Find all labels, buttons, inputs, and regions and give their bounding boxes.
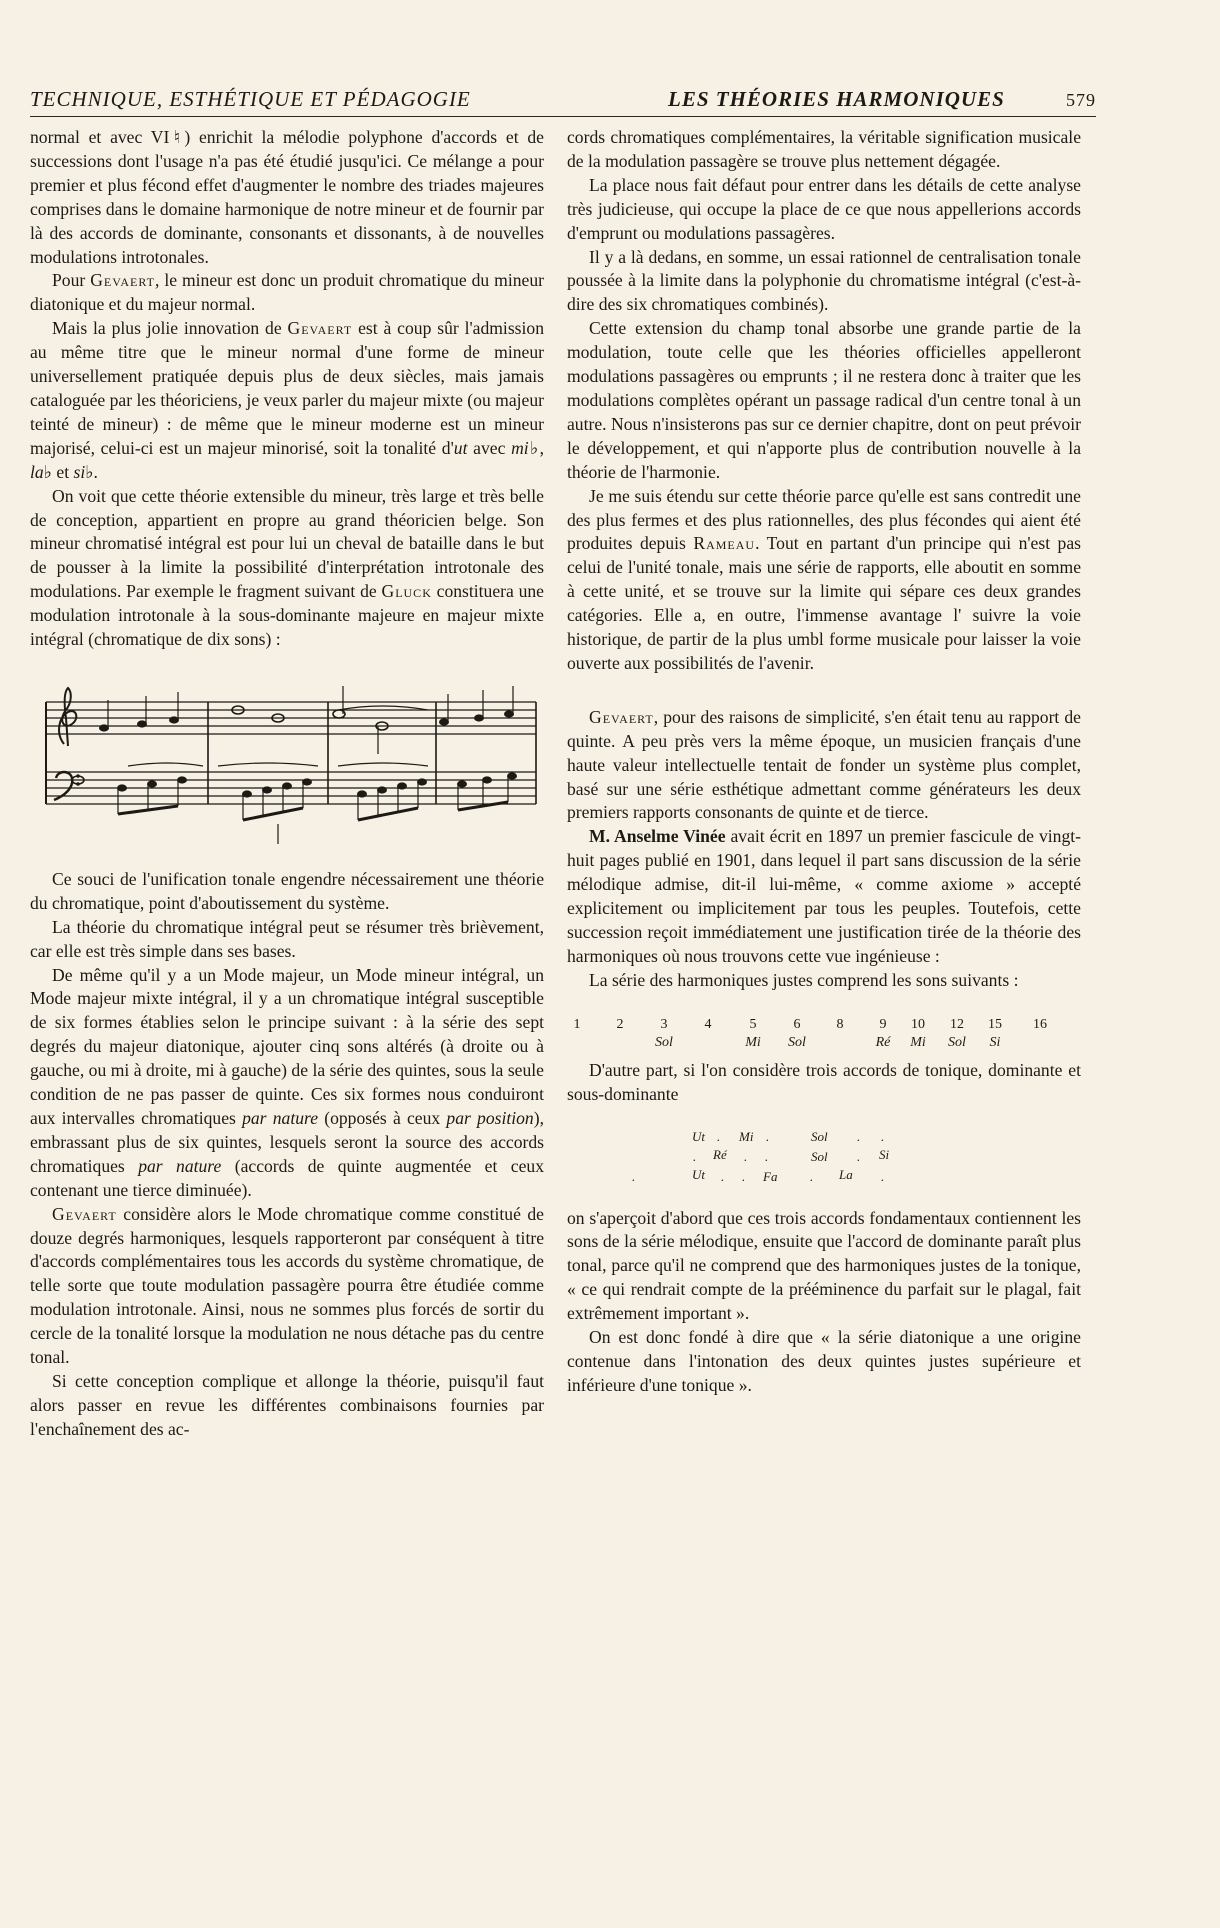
harmonic-number: 9 <box>879 1016 887 1032</box>
harmonic-note: Sol <box>948 1034 966 1050</box>
harmonic-number: 15 <box>988 1016 1002 1032</box>
paragraph: Si cette conception complique et allonge la théorie, puisqu'il faut alors passer en revue les différentes combinaisons fournies par l'enchaînement des ac- <box>30 1370 544 1439</box>
harmonic-note: Si <box>989 1034 1001 1050</box>
author-name: M. Anselme Vinée <box>589 826 726 847</box>
triad-note: Fa <box>763 1168 778 1184</box>
dot: . <box>766 1128 770 1144</box>
running-header <box>30 86 1096 117</box>
header-left-title: TECHNIQUE, ESTHÉTIQUE ET PÉDAGOGIE <box>30 87 471 111</box>
harmonic-note: Sol <box>788 1034 806 1050</box>
paragraph: M. Anselme Vinée avait écrit en 1897 un premier fascicule de vingt-huit pages publié en 1901, dans lequel il part sans discussion de la série mélodique admise, dit-il lui-même, « comme axiome » accepté explicitement ou implicitement par tous les peuples. Toutefois, cette succession reçoit immédiatement une justification tirée de la théorie des harmoniques où nous trouvons cette vue ingénieuse : <box>567 826 1081 966</box>
triads-diagram <box>567 1117 1081 1199</box>
right-column <box>567 126 1081 1398</box>
paragraph: Pour Gevaert, le mineur est donc un produit chromatique du mineur diatonique et du majeur normal. <box>30 270 544 315</box>
page-number: 579 <box>1066 90 1096 110</box>
header-right-title: LES THÉORIES HARMONIQUES <box>668 87 1005 111</box>
dot: . <box>857 1148 861 1164</box>
dot: . <box>857 1128 861 1144</box>
author-name: Gluck <box>381 581 432 602</box>
harmonic-note: Sol <box>655 1034 673 1050</box>
triad-note: Mi <box>739 1128 754 1144</box>
paragraph: Ce souci de l'unification tonale engendre nécessairement une théorie du chromatique, point d'aboutissement du système. <box>30 868 544 913</box>
harmonic-note: Mi <box>745 1034 761 1050</box>
harmonic-number: 8 <box>836 1016 844 1032</box>
paragraph: normal et avec VI♮) enrichit la mélodie polyphone d'accords et de successions dont l'usage n'a pas été étudié jusqu'ici. Ce mélange a pour premier et plus fécond effet d'augmenter le nombre des triades majeures comprises dans le domaine harmonique de notre mineur et de fournir par là des accords de dominante, consonants et dissonants, à de nouvelles modulations introtonales. <box>30 127 544 267</box>
dot: . <box>744 1148 748 1164</box>
author-name: Gevaert <box>90 270 155 291</box>
triad-note: Ut <box>692 1128 705 1144</box>
paragraph: D'autre part, si l'on considère trois accords de tonique, dominante et sous-dominante <box>567 1059 1081 1104</box>
paragraph: La série des harmoniques justes comprend les sons suivants : <box>589 969 1019 990</box>
harmonic-number: 5 <box>749 1016 757 1032</box>
harmonic-numbers-row <box>567 1013 1081 1031</box>
harmonic-number: 4 <box>704 1016 712 1032</box>
harmonic-number: 3 <box>660 1016 668 1032</box>
dot: . <box>721 1168 725 1184</box>
dot: . <box>881 1168 885 1184</box>
triad-note: Si <box>879 1146 890 1162</box>
triad-note: La <box>839 1166 853 1182</box>
dot: . <box>742 1168 746 1184</box>
dot: . <box>810 1168 814 1184</box>
paragraph: Il y a là dedans, en somme, un essai rationnel de centralisation tonale poussée à la limite dans la polyphonie du chromatisme intégral (c'est-à-dire des six chromatiques combinés). <box>567 246 1081 315</box>
author-name: Rameau <box>693 533 756 554</box>
harmonic-number: 6 <box>793 1016 801 1032</box>
paragraph: cords chromatiques complémentaires, la véritable signification musicale de la modulation passagère se trouve plus nettement dégagée. <box>567 127 1081 171</box>
harmonic-note: Ré <box>875 1034 891 1050</box>
paragraph: De même qu'il y a un Mode majeur, un Mode mineur intégral, un Mode majeur mixte intégral, il y a un chromatique intégral susceptible de six formes établies selon le principe suivant : à la série des sept degrés du majeur diatonique, ajouter cinq sons altérés (à droite ou à gauche, ou mi à droite, mi à gauche) de la série des quintes, sous la seule condition de ne pas passer de quinte. Ces six formes nous conduiront aux intervalles chromatiques par nature (opposés à ceux par position), embrassant plus de six quintes, lesquels seront la source des accords chromatiques par nature (accords de quinte augmentée et ceux contenant une tierce diminuée). <box>30 964 544 1200</box>
dot: . <box>717 1128 721 1144</box>
paragraph: Gevaert, pour des raisons de simplicité, s'en était tenu au rapport de quinte. A peu près vers la même époque, un musicien français d'une haute valeur intellectuelle tentait de fonder un système plus complet, basé sur une série esthétique admettant comme générateurs les deux premiers rapports consonants de quinte et de tierce. <box>567 706 1081 823</box>
dot: . <box>632 1168 636 1184</box>
paragraph: Gevaert considère alors le Mode chromatique comme constitué de douze degrés harmoniques, lesquels rapporteront par conséquent à titre d'accords complémentaires tous les accords du système chromatique, de telle sorte que toute modulation passagère pourra être étudiée comme modulation introtonale. Ainsi, nous ne sommes plus forcés de sortir du cercle de la tonalité lorsque la modulation ne nous détache pas du centre tonal. <box>30 1203 544 1368</box>
triad-note: Ut <box>692 1166 705 1182</box>
harmonic-number: 16 <box>1033 1016 1047 1032</box>
paragraph: La place nous fait défaut pour entrer dans les détails de cette analyse très judicieuse, qui occupe la place de ce que nous appellerions accords d'emprunt ou modulations passagères. <box>567 174 1081 243</box>
paragraph: Cette extension du champ tonal absorbe une grande partie de la modulation, toute celle que les théories officielles appelleront modulations passagères ou emprunts ; il ne restera donc à traiter que les modulations complètes opérant un passage radical d'un centre tonal à un autre. Nous n'insisterons pas sur ce dernier chapitre, dont on peut prévoir le développement, et qui n'apporte plus de contribution nouvelle à la théorie de l'harmonie. <box>567 318 1081 482</box>
harmonic-number: 12 <box>950 1016 964 1032</box>
harmonic-number: 2 <box>616 1016 624 1032</box>
paragraph: on s'aperçoit d'abord que ces trois accords fondamentaux contiennent les sons de la série mélodique, ensuite que l'accord de dominante paraît plus tonal, parce qu'il ne comprend que des harmoniques justes de la tonique, « ce qui rendrait compte de la prééminence du parfait sur le plagal, fait extrêmement important ». <box>567 1207 1081 1324</box>
harmonic-note: Mi <box>910 1034 926 1050</box>
triad-note: Sol <box>811 1128 828 1144</box>
paragraph: On est donc fondé à dire que « la série diatonique a une origine contenue dans l'intonation des deux quintes justes supérieure et inférieure d'une tonique ». <box>567 1327 1081 1395</box>
author-name: Gevaert <box>287 318 353 339</box>
paragraph: La théorie du chromatique intégral peut se résumer très brièvement, car elle est très simple dans ses bases. <box>30 916 544 961</box>
dot: . <box>881 1128 885 1144</box>
harmonic-series-table <box>567 1013 1081 1049</box>
music-score-figure <box>38 674 538 854</box>
dot: . <box>765 1148 769 1164</box>
paragraph: Mais la plus jolie innovation de Gevaert est à coup sûr l'admission au même titre que le mineur normal d'une forme de mineur universellement pratiquée depuis plus de deux siècles, mais jamais cataloguée par les théoriciens, je veux parler du majeur mixte (ou majeur teinté de mineur) : de même que le mineur moderne est un mineur majorisé, celui-ci est un majeur minorisé, soit la tonalité d'ut avec mi♭, la♭ et si♭. <box>30 318 544 482</box>
paragraph: On voit que cette théorie extensible du mineur, très large et très belle de conception, appartient en propre au grand théoricien belge. Son mineur chromatisé intégral est pour lui un cheval de bataille dans le but de pousser à la limite la possibilité d'interprétation introtonale des modulations. Par exemple le fragment suivant de Gluck constituera une modulation introtonale à la sous-dominante majeure en majeur mixte intégral (chromatique de dix sons) : <box>30 485 544 650</box>
left-column <box>30 126 544 1442</box>
harmonic-notes-row <box>567 1031 1081 1049</box>
paragraph: Je me suis étendu sur cette théorie parce qu'elle est sans contredit une des plus fermes et des plus rationnelles, des plus fécondes qui aient été produites depuis Rameau. Tout en partant d'un principe qui n'est pas celui de l'unité tonale, mais une série de rapports, elle aboutit en somme à cette unité, et se trouve sur la limite qui sépare ces deux grandes catégories. Elle a, en outre, l'immense avantage l' suivre la voie historique, de partir de la plus umbl forme musicale pour laisser la voie ouverte aux possibilités de l'avenir. <box>567 485 1082 673</box>
triad-note: Sol <box>811 1148 828 1164</box>
author-name: Gevaert <box>589 706 654 727</box>
harmonic-number: 1 <box>573 1016 581 1032</box>
triad-note: Ré <box>713 1146 727 1162</box>
author-name: Gevaert <box>52 1203 117 1224</box>
dot: . <box>693 1148 697 1164</box>
harmonic-number: 10 <box>911 1016 925 1032</box>
